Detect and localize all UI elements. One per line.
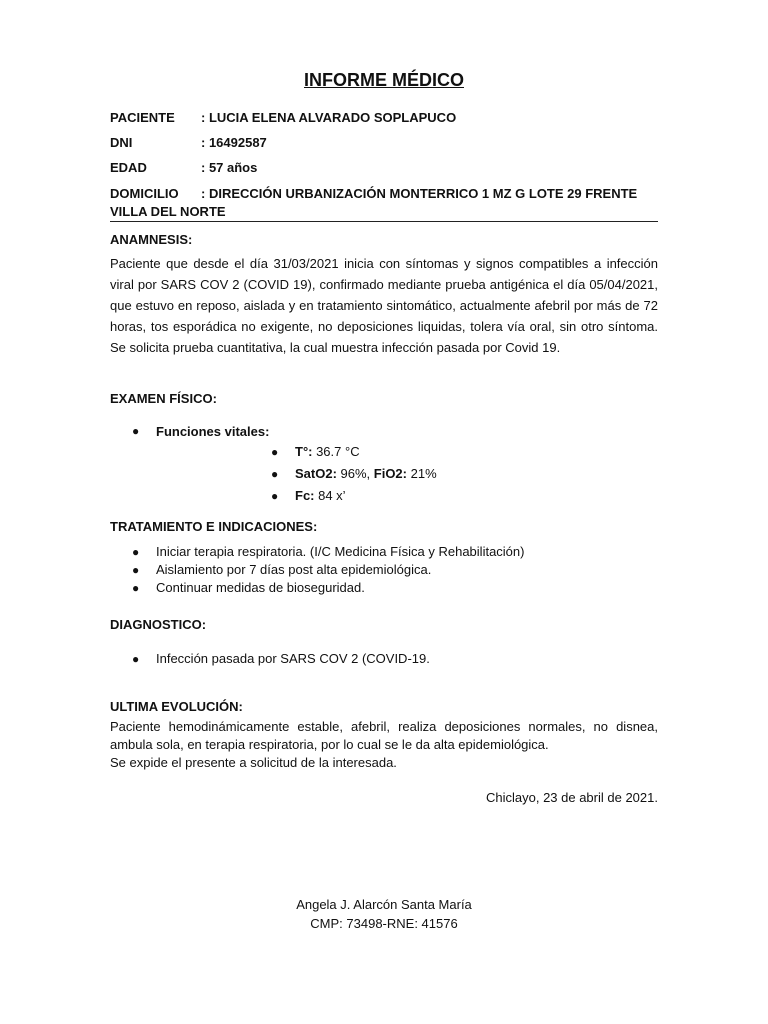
- bullet-icon: ●: [132, 652, 140, 666]
- treatment-item: Iniciar terapia respiratoria. (I/C Medicina Física y Rehabilitación): [156, 544, 525, 559]
- sat-label: SatO2:: [295, 466, 337, 481]
- sat-value: 96%,: [336, 466, 374, 481]
- address-row: [110, 185, 658, 221]
- treatment-list: [132, 543, 525, 597]
- age-label: EDAD: [110, 160, 147, 175]
- fio-label: FiO2:: [373, 466, 407, 481]
- temp-label: T°:: [295, 444, 313, 459]
- bullet-icon: ●: [132, 424, 140, 438]
- list-item: [132, 561, 524, 579]
- diagnosis-heading: DIAGNOSTICO:: [110, 617, 207, 632]
- bullet-icon: ●: [271, 445, 279, 459]
- bullet-icon: ●: [132, 581, 140, 595]
- vitals-list: [132, 424, 270, 439]
- date-place: Chiclayo, 23 de abril de 2021.: [485, 790, 658, 805]
- bullet-icon: ●: [132, 545, 140, 559]
- treatment-item: Aislamiento por 7 días post alta epidemiológica.: [156, 562, 432, 577]
- exam-heading: EXAMEN FÍSICO:: [110, 391, 217, 406]
- list-item: [132, 579, 524, 597]
- fc-label: Fc:: [295, 488, 315, 503]
- bullet-icon: ●: [271, 467, 279, 481]
- patient-value: : LUCIA ELENA ALVARADO SOPLAPUCO: [201, 110, 457, 125]
- vitals-label: Funciones vitales:: [156, 424, 270, 439]
- anamnesis-text: Paciente que desde el día 31/03/2021 inicia con síntomas y signos compatibles a infección viral por SARS COV 2 (COVID 19), confirmado mediante prueba antigénica el día 05/04/2021, que estuvo en reposo, aislada y en tratamiento sintomático, actualmente afebril por más de 72 horas, tos esporádica no exigente, no deposiciones liquidas, tolera vía oral, sin otro síntoma. Se solicita prueba cuantitativa, la cual muestra infección pasada por Covid 19.: [110, 256, 658, 355]
- header-divider: [110, 221, 658, 222]
- bullet-icon: ●: [271, 489, 279, 503]
- address-label: DOMICILIO: [110, 186, 179, 201]
- page-title: INFORME MÉDICO: [304, 70, 464, 90]
- list-item: [271, 485, 437, 507]
- evolution-heading: ULTIMA EVOLUCIÓN:: [110, 699, 243, 714]
- temp-value: 36.7 °C: [312, 444, 360, 459]
- vitals-values-list: [271, 441, 437, 507]
- dni-value: : 16492587: [201, 135, 267, 150]
- list-item: [132, 424, 270, 439]
- signature-block: [110, 895, 658, 933]
- bullet-icon: ●: [132, 563, 140, 577]
- age-value: : 57 años: [201, 160, 258, 175]
- diagnosis-list: [132, 650, 430, 668]
- anamnesis-heading: ANAMNESIS:: [110, 232, 193, 247]
- list-item: [132, 650, 430, 668]
- doctor-name: Angela J. Alarcón Santa María: [296, 897, 472, 912]
- evolution-text-2: Se expide el presente a solicitud de la interesada.: [110, 755, 397, 770]
- list-item: [132, 543, 525, 561]
- list-item: [271, 463, 437, 485]
- address-value: : DIRECCIÓN URBANIZACIÓN MONTERRICO 1 MZ G LOTE 29 FRENTE VILLA DEL NORTE: [110, 186, 638, 219]
- list-item: [271, 441, 437, 463]
- dni-label: DNI: [110, 135, 133, 150]
- evolution-text: Paciente hemodinámicamente estable, afebril, realiza deposiciones normales, no disnea, ambula sola, en terapia respiratoria, por lo cual se le da alta epidemiológica.: [110, 719, 658, 752]
- treatment-heading: TRATAMIENTO E INDICACIONES:: [110, 519, 318, 534]
- patient-label: PACIENTE: [110, 110, 175, 125]
- fc-value: 84 x’: [314, 488, 346, 503]
- treatment-item: Continuar medidas de bioseguridad.: [156, 580, 365, 595]
- doctor-cmp: CMP: 73498-RNE: 41576: [310, 916, 458, 931]
- diagnosis-item: Infección pasada por SARS COV 2 (COVID-19.: [156, 651, 430, 666]
- fio-value: 21%: [407, 466, 437, 481]
